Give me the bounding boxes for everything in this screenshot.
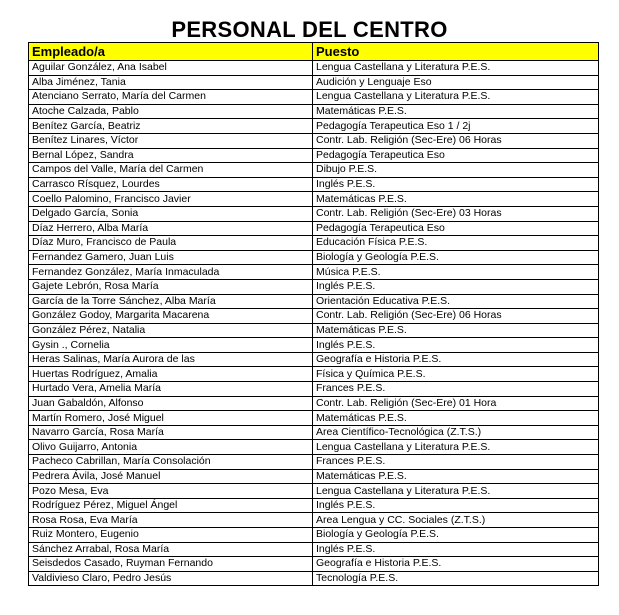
table-row — [29, 294, 599, 309]
table-row — [29, 221, 599, 236]
position-cell: Orientación Educativa P.E.S. — [313, 294, 599, 309]
table-row — [29, 455, 599, 470]
table-row — [29, 236, 599, 251]
table-row — [29, 104, 599, 119]
table-row — [29, 484, 599, 499]
employee-name-cell: Hurtado Vera, Amelia María — [29, 382, 313, 397]
table-row — [29, 396, 599, 411]
position-cell: Lengua Castellana y Literatura P.E.S. — [313, 440, 599, 455]
table-row — [29, 440, 599, 455]
employee-name-cell: Sánchez Arrabal, Rosa María — [29, 542, 313, 557]
employee-name-cell: Díaz Herrero, Alba María — [29, 221, 313, 236]
table-row — [29, 528, 599, 543]
employee-name-cell: Pedrera Ávila, José Manuel — [29, 469, 313, 484]
employee-name-cell: Gajete Lebrón, Rosa María — [29, 279, 313, 294]
employee-name-cell: Rodríguez Pérez, Miguel Ángel — [29, 498, 313, 513]
employee-name-cell: Díaz Muro, Francisco de Paula — [29, 236, 313, 251]
employee-name-cell: Valdivieso Claro, Pedro Jesús — [29, 571, 313, 586]
table-row — [29, 177, 599, 192]
table-row — [29, 75, 599, 90]
position-cell: Dibujo P.E.S. — [313, 163, 599, 178]
employee-name-cell: Benítez Linares, Víctor — [29, 133, 313, 148]
position-cell: Matemáticas P.E.S. — [313, 469, 599, 484]
table-row — [29, 163, 599, 178]
employee-name-cell: Navarro García, Rosa María — [29, 425, 313, 440]
employee-name-cell: Alba Jiménez, Tania — [29, 75, 313, 90]
position-cell: Inglés P.E.S. — [313, 498, 599, 513]
employee-name-cell: González Godoy, Margarita Macarena — [29, 309, 313, 324]
employee-name-cell: Fernandez González, María Inmaculada — [29, 265, 313, 280]
column-header-employee: Empleado/a — [29, 43, 313, 61]
employee-name-cell: Atenciano Serrato, María del Carmen — [29, 90, 313, 105]
position-cell: Biología y Geología P.E.S. — [313, 250, 599, 265]
staff-table — [28, 42, 599, 586]
position-cell: Contr. Lab. Religión (Sec-Ere) 01 Hora — [313, 396, 599, 411]
header-row — [29, 43, 599, 61]
position-cell: Contr. Lab. Religión (Sec-Ere) 06 Horas — [313, 309, 599, 324]
position-cell: Contr. Lab. Religión (Sec-Ere) 06 Horas — [313, 133, 599, 148]
table-row — [29, 498, 599, 513]
employee-name-cell: Fernandez Gamero, Juan Luis — [29, 250, 313, 265]
position-cell: Area Lengua y CC. Sociales (Z.T.S.) — [313, 513, 599, 528]
employee-name-cell: Bernal López, Sandra — [29, 148, 313, 163]
employee-name-cell: Juan Gabaldón, Alfonso — [29, 396, 313, 411]
table-row — [29, 571, 599, 586]
position-cell: Geografía e Historia P.E.S. — [313, 557, 599, 572]
employee-name-cell: García de la Torre Sánchez, Alba María — [29, 294, 313, 309]
table-body — [29, 61, 599, 586]
table-row — [29, 469, 599, 484]
table-row — [29, 411, 599, 426]
table-row — [29, 206, 599, 221]
employee-name-cell: Pozo Mesa, Eva — [29, 484, 313, 499]
table-row — [29, 513, 599, 528]
position-cell: Contr. Lab. Religión (Sec-Ere) 03 Horas — [313, 206, 599, 221]
position-cell: Area Científico-Tecnológica (Z.T.S.) — [313, 425, 599, 440]
employee-name-cell: Huertas Rodríguez, Amalia — [29, 367, 313, 382]
table-row — [29, 119, 599, 134]
table-row — [29, 265, 599, 280]
position-cell: Lengua Castellana y Literatura P.E.S. — [313, 90, 599, 105]
employee-name-cell: Olivo Guijarro, Antonia — [29, 440, 313, 455]
page-title: PERSONAL DEL CENTRO — [171, 17, 448, 42]
employee-name-cell: Campos del Valle, María del Carmen — [29, 163, 313, 178]
table-row — [29, 557, 599, 572]
position-cell: Frances P.E.S. — [313, 455, 599, 470]
employee-name-cell: Ruiz Montero, Eugenio — [29, 528, 313, 543]
employee-name-cell: Seisdedos Casado, Ruyman Fernando — [29, 557, 313, 572]
employee-name-cell: Benítez García, Beatriz — [29, 119, 313, 134]
employee-name-cell: Pacheco Cabrillan, María Consolación — [29, 455, 313, 470]
position-cell: Lengua Castellana y Literatura P.E.S. — [313, 484, 599, 499]
employee-name-cell: Heras Salinas, María Aurora de las — [29, 352, 313, 367]
position-cell: Matemáticas P.E.S. — [313, 411, 599, 426]
table-row — [29, 192, 599, 207]
employee-name-cell: Rosa Rosa, Eva María — [29, 513, 313, 528]
position-cell: Geografía e Historia P.E.S. — [313, 352, 599, 367]
table-row — [29, 250, 599, 265]
position-cell: Inglés P.E.S. — [313, 279, 599, 294]
table-row — [29, 425, 599, 440]
position-cell: Inglés P.E.S. — [313, 177, 599, 192]
table-row — [29, 90, 599, 105]
table-row — [29, 148, 599, 163]
position-cell: Tecnología P.E.S. — [313, 571, 599, 586]
position-cell: Pedagogía Terapeutica Eso — [313, 148, 599, 163]
table-row — [29, 338, 599, 353]
employee-name-cell: Martín Romero, José Miguel — [29, 411, 313, 426]
position-cell: Audición y Lenguaje Eso — [313, 75, 599, 90]
position-cell: Lengua Castellana y Literatura P.E.S. — [313, 61, 599, 76]
position-cell: Inglés P.E.S. — [313, 338, 599, 353]
position-cell: Matemáticas P.E.S. — [313, 104, 599, 119]
position-cell: Frances P.E.S. — [313, 382, 599, 397]
position-cell: Pedagogía Terapeutica Eso — [313, 221, 599, 236]
column-header-position: Puesto — [313, 43, 599, 61]
employee-name-cell: Atoche Calzada, Pablo — [29, 104, 313, 119]
position-cell: Pedagogía Terapeutica Eso 1 / 2j — [313, 119, 599, 134]
employee-name-cell: González Pérez, Natalia — [29, 323, 313, 338]
position-cell: Biología y Geología P.E.S. — [313, 528, 599, 543]
table-row — [29, 61, 599, 76]
position-cell: Física y Química P.E.S. — [313, 367, 599, 382]
table-row — [29, 279, 599, 294]
position-cell: Música P.E.S. — [313, 265, 599, 280]
position-cell: Matemáticas P.E.S. — [313, 323, 599, 338]
table-row — [29, 309, 599, 324]
employee-name-cell: Gysin ., Cornelia — [29, 338, 313, 353]
table-row — [29, 382, 599, 397]
table-row — [29, 542, 599, 557]
position-cell: Matemáticas P.E.S. — [313, 192, 599, 207]
table-header — [29, 43, 599, 61]
table-row — [29, 323, 599, 338]
employee-name-cell: Coello Palomino, Francisco Javier — [29, 192, 313, 207]
position-cell: Educación Física P.E.S. — [313, 236, 599, 251]
table-row — [29, 352, 599, 367]
table-row — [29, 367, 599, 382]
table-row — [29, 133, 599, 148]
employee-name-cell: Aguilar González, Ana Isabel — [29, 61, 313, 76]
position-cell: Inglés P.E.S. — [313, 542, 599, 557]
employee-name-cell: Delgado García, Sonia — [29, 206, 313, 221]
employee-name-cell: Carrasco Rísquez, Lourdes — [29, 177, 313, 192]
